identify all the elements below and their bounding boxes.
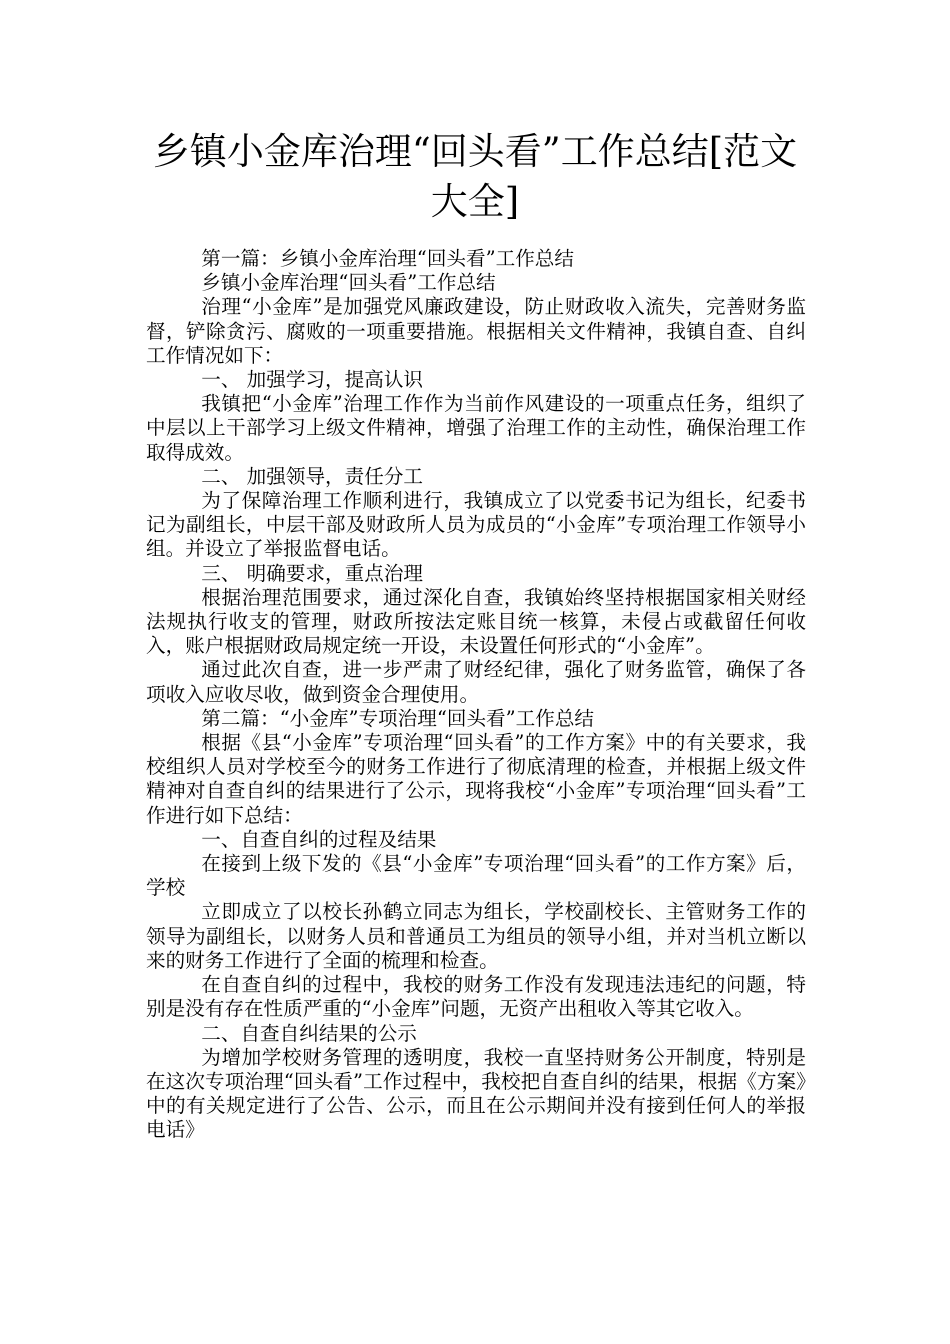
paragraph: 立即成立了以校长孙鹤立同志为组长，学校副校长、主管财务工作的领导为副组长，以财务人员和普通员工为组员的领导小组，并对当机立断以来的财务工作进行了全面的梳理和检查。: [146, 900, 806, 972]
document-body: [146, 247, 806, 1143]
section-heading: 二、 加强领导，责任分工: [201, 464, 424, 488]
section-heading: 一、自查自纠的过程及结果: [201, 827, 437, 851]
paragraph-part1-subtitle: 乡镇小金库治理“回头看”工作总结: [201, 271, 496, 295]
paragraph: 根据《县“小金库”专项治理“回头看”的工作方案》中的有关要求，我校组织人员对学校至今的财务工作进行了彻底清理的检查，并根据上级文件精神对自查自纠的结果进行了公示，现将我校“小金库”专项治理“回头看”工作进行如下总结：: [146, 731, 806, 827]
section-heading: 二、自查自纠结果的公示: [201, 1021, 417, 1045]
paragraph: 在自查自纠的过程中，我校的财务工作没有发现违法违纪的问题，特别是没有存在性质严重的“小金库”问题，无资产出租收入等其它收入。: [146, 973, 806, 1021]
paragraph: 在接到上级下发的《县“小金库”专项治理“回头看”的工作方案》后，学校: [146, 852, 806, 900]
paragraph: 为增加学校财务管理的透明度，我校一直坚持财务公开制度，特别是在这次专项治理“回头看”工作过程中，我校把自查自纠的结果，根据《方案》中的有关规定进行了公告、公示，而且在公示期间并没有接到任何人的举报电话》: [146, 1045, 806, 1142]
section-heading: 三、 明确要求，重点治理: [201, 561, 424, 585]
paragraph: 治理“小金库”是加强党风廉政建设，防止财政收入流失，完善财务监督，铲除贪污、腐败的一项重要措施。根据相关文件精神，我镇自查、自纠工作情况如下：: [146, 295, 806, 367]
paragraph-part2-heading: 第二篇：“小金库”专项治理“回头看”工作总结: [201, 706, 595, 730]
paragraph: 为了保障治理工作顺利进行，我镇成立了以党委书记为组长，纪委书记为副组长，中层干部及财政所人员为成员的“小金库”专项治理工作领导小组。并设立了举报监督电话。: [146, 489, 806, 561]
document-title: 乡镇小金库治理“回头看”工作总结[范文大全]: [152, 130, 798, 223]
section-heading: 一、 加强学习，提高认识: [201, 368, 424, 392]
paragraph-part1-heading: 第一篇：乡镇小金库治理“回头看”工作总结: [201, 247, 574, 270]
paragraph: 我镇把“小金库”治理工作作为当前作风建设的一项重点任务，组织了中层以上干部学习上级文件精神，增强了治理工作的主动性，确保治理工作取得成效。: [146, 392, 806, 464]
paragraph: 根据治理范围要求，通过深化自查，我镇始终坚持根据国家相关财经法规执行收支的管理，财政所按法定账目统一核算，未侵占或截留任何收入，账户根据财政局规定统一开设，未设置任何形式的“小金库”。: [146, 585, 806, 658]
paragraph: 通过此次自查，进一步严肃了财经纪律，强化了财务监管，确保了各项收入应收尽收，做到资金合理使用。: [146, 658, 806, 706]
